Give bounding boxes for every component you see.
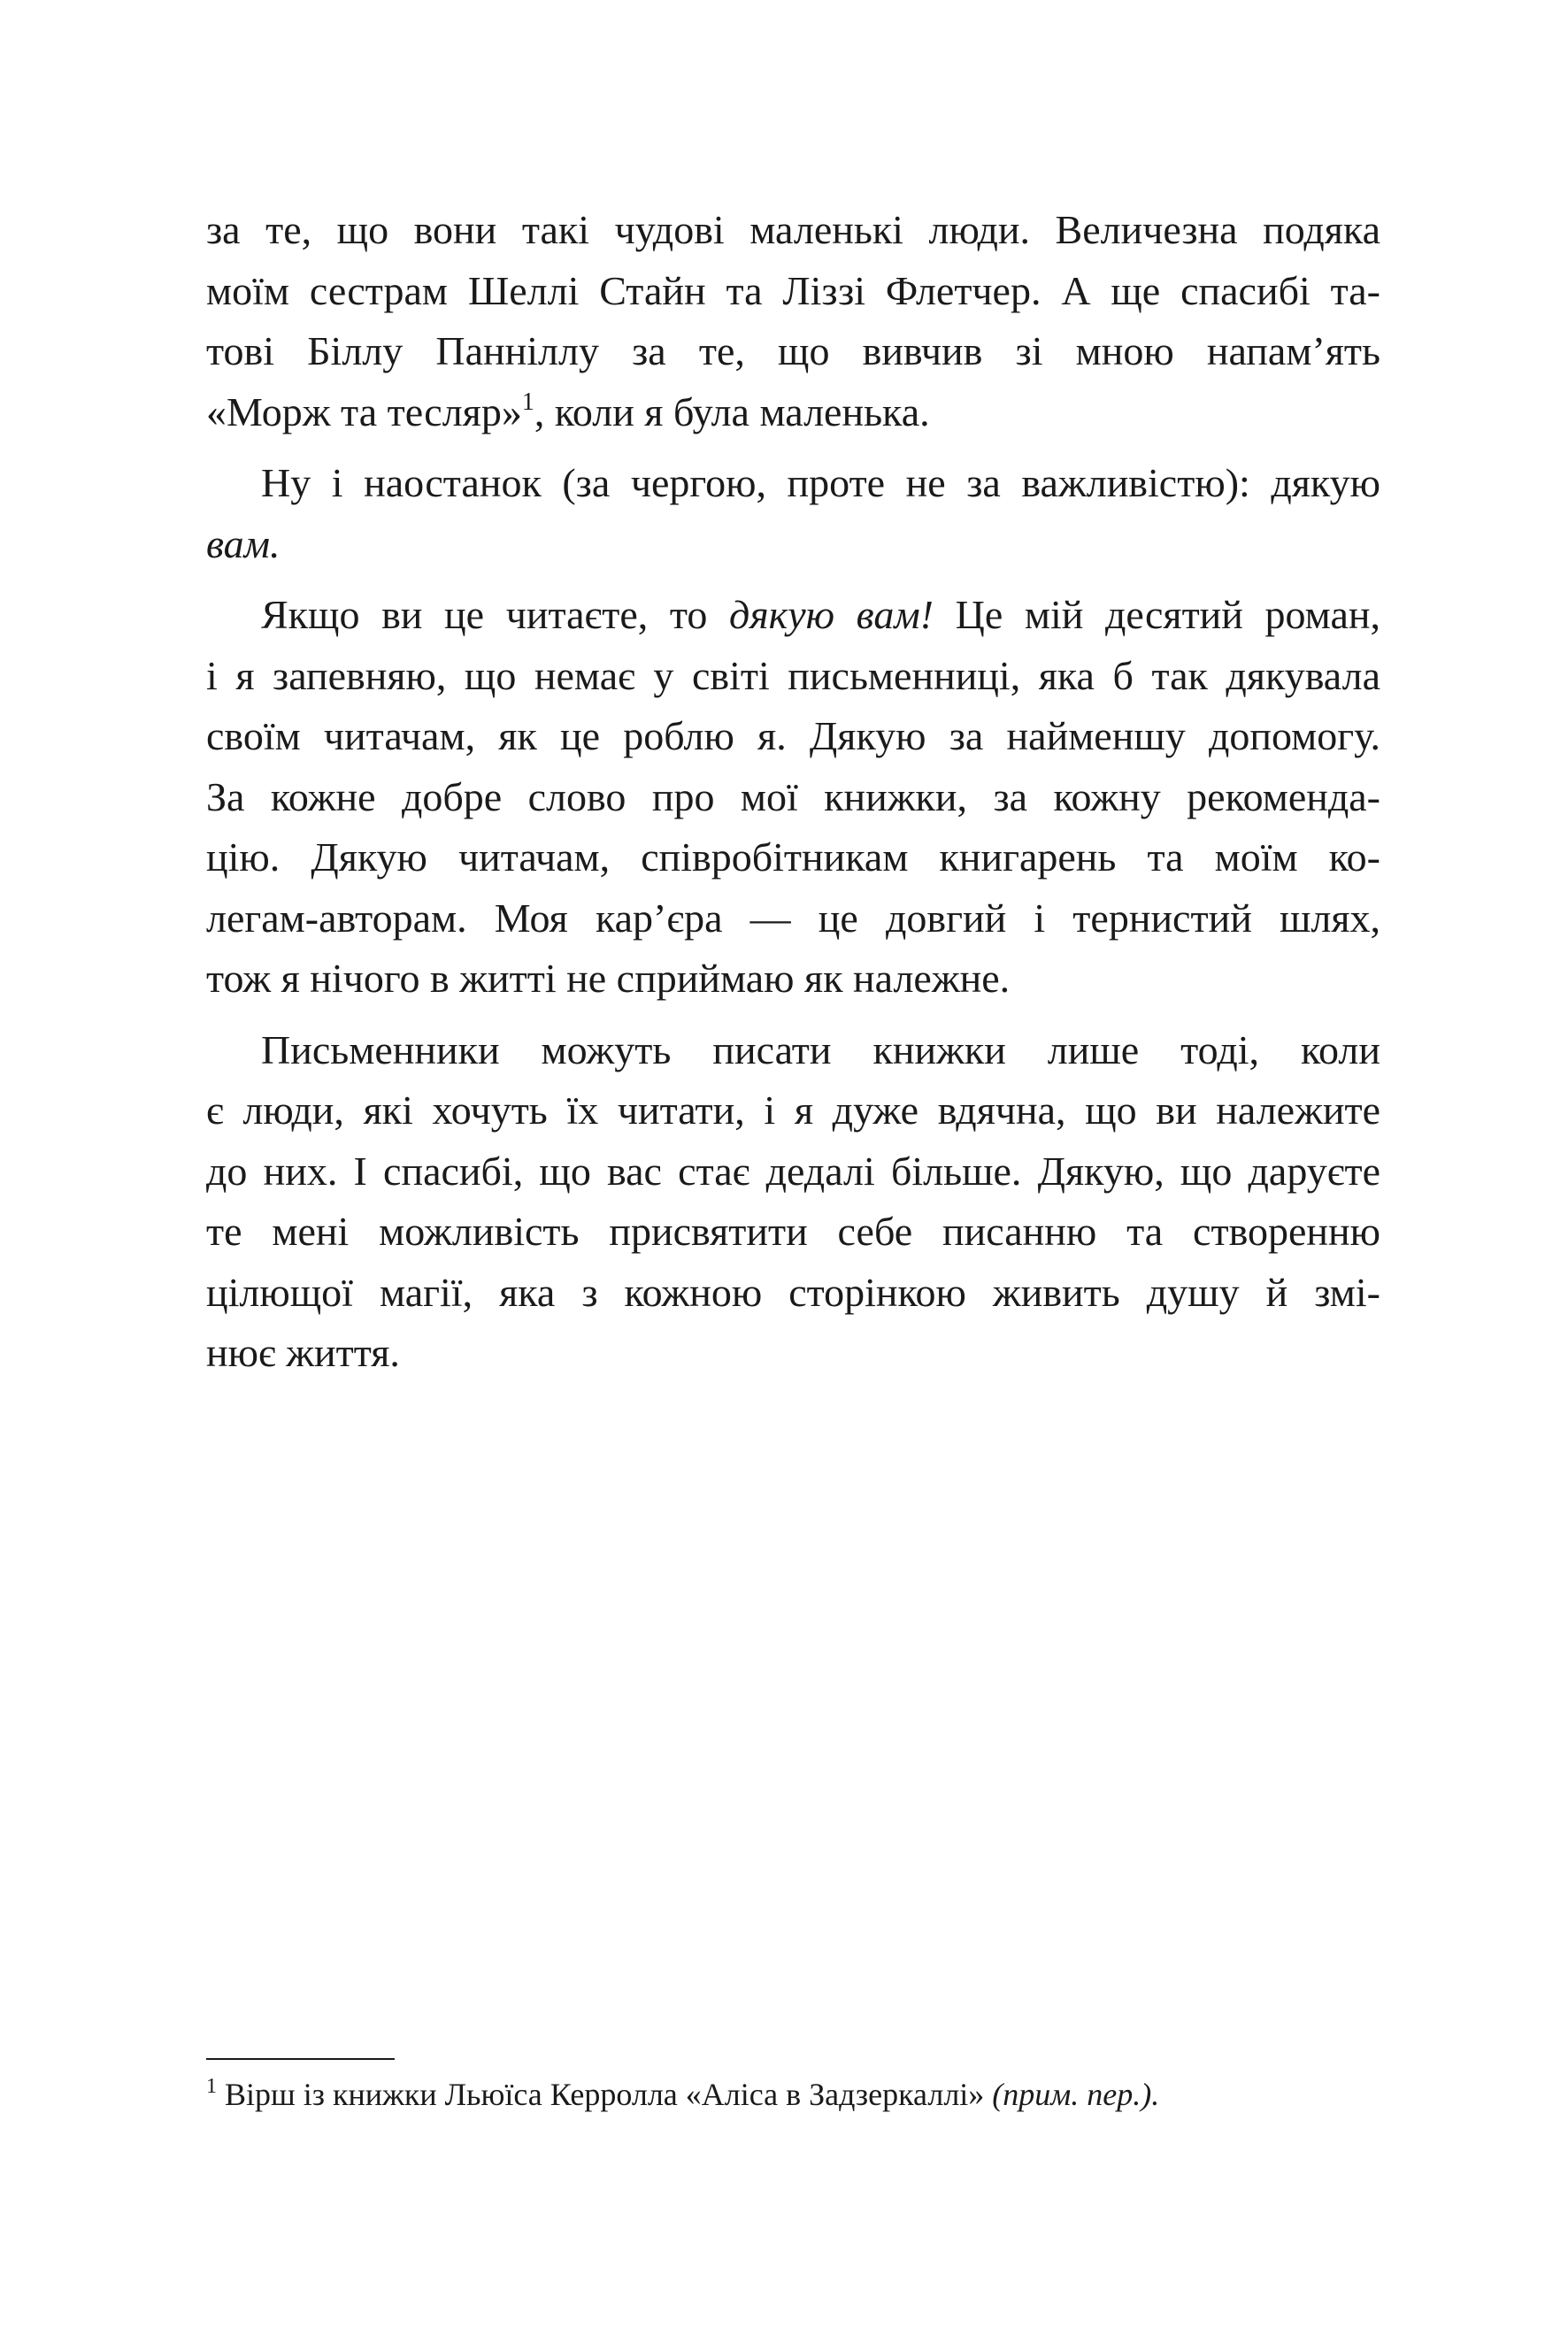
text-line: Ну і наостанок (за чергою, проте не за важливістю): дякую (261, 460, 1380, 505)
paragraph-3 (206, 585, 1380, 1010)
text-segment: Це мій десятий роман, (934, 592, 1380, 637)
text-line: своїм читачам, як це роблю я. Дякую за найменшу допомогу. (206, 713, 1380, 758)
text-line (206, 382, 1380, 443)
text-line: легам-авторам. Моя кар’єра — це довгий і тернистий шлях, (206, 895, 1380, 941)
text-segment: , коли я була маленька. (534, 388, 930, 434)
text-segment: Якщо ви це читаєте, то (261, 592, 730, 637)
text-line: цілющої магії, яка з кожною сторінкою живить душу й змі- (206, 1269, 1380, 1315)
footnote-divider (206, 2058, 395, 2060)
footnote-number: 1 (206, 2075, 217, 2098)
text-line: нює життя. (206, 1330, 400, 1375)
text-line: Письменники можуть писати книжки лише тоді, коли (261, 1026, 1380, 1072)
footnote-note: (прим. пер.). (992, 2077, 1160, 2112)
paragraph-1 (206, 200, 1380, 442)
text-line (206, 585, 1380, 646)
text-line: За кожне добре слово про мої книжки, за кожну рекоменда- (206, 773, 1380, 819)
text-line: за те, що вони такі чудові маленькі люди. Величезна подяка (206, 207, 1380, 252)
text-line: тові Біллу Панніллу за те, що вивчив зі мною напам’ять (206, 328, 1380, 373)
footnote-reference: 1 (521, 388, 534, 416)
text-line: є люди, які хочуть їх читати, і я дуже вдячна, що ви належите (206, 1087, 1380, 1133)
text-line (206, 514, 1380, 575)
body-text (206, 200, 1380, 1384)
italic-text: вам. (206, 520, 281, 566)
text-segment: «Морж та тесляр» (206, 388, 522, 434)
text-line: цію. Дякую читачам, співробітникам книгарень та моїм ко- (206, 834, 1380, 880)
text-line: до них. І спасибі, що вас стає дедалі більше. Дякую, що даруєте (206, 1148, 1380, 1194)
paragraph-4 (206, 1020, 1380, 1384)
footnote-text: Вірш із книжки Льюїса Керролла «Аліса в Задзеркаллі» (217, 2077, 993, 2112)
text-line: моїм сестрам Шеллі Стайн та Ліззі Флетчер. А ще спасибі та- (206, 267, 1380, 313)
text-line: і я запевняю, що немає у світі письменниці, яка б так дякувала (206, 652, 1380, 698)
italic-text: дякую вам! (729, 592, 934, 637)
paragraph-2 (206, 453, 1380, 574)
text-line: тож я нічого в житті не сприймаю як належне. (206, 956, 1011, 1001)
text-line: те мені можливість присвятити себе писанню та створенню (206, 1209, 1380, 1254)
footnote (206, 2072, 1380, 2117)
